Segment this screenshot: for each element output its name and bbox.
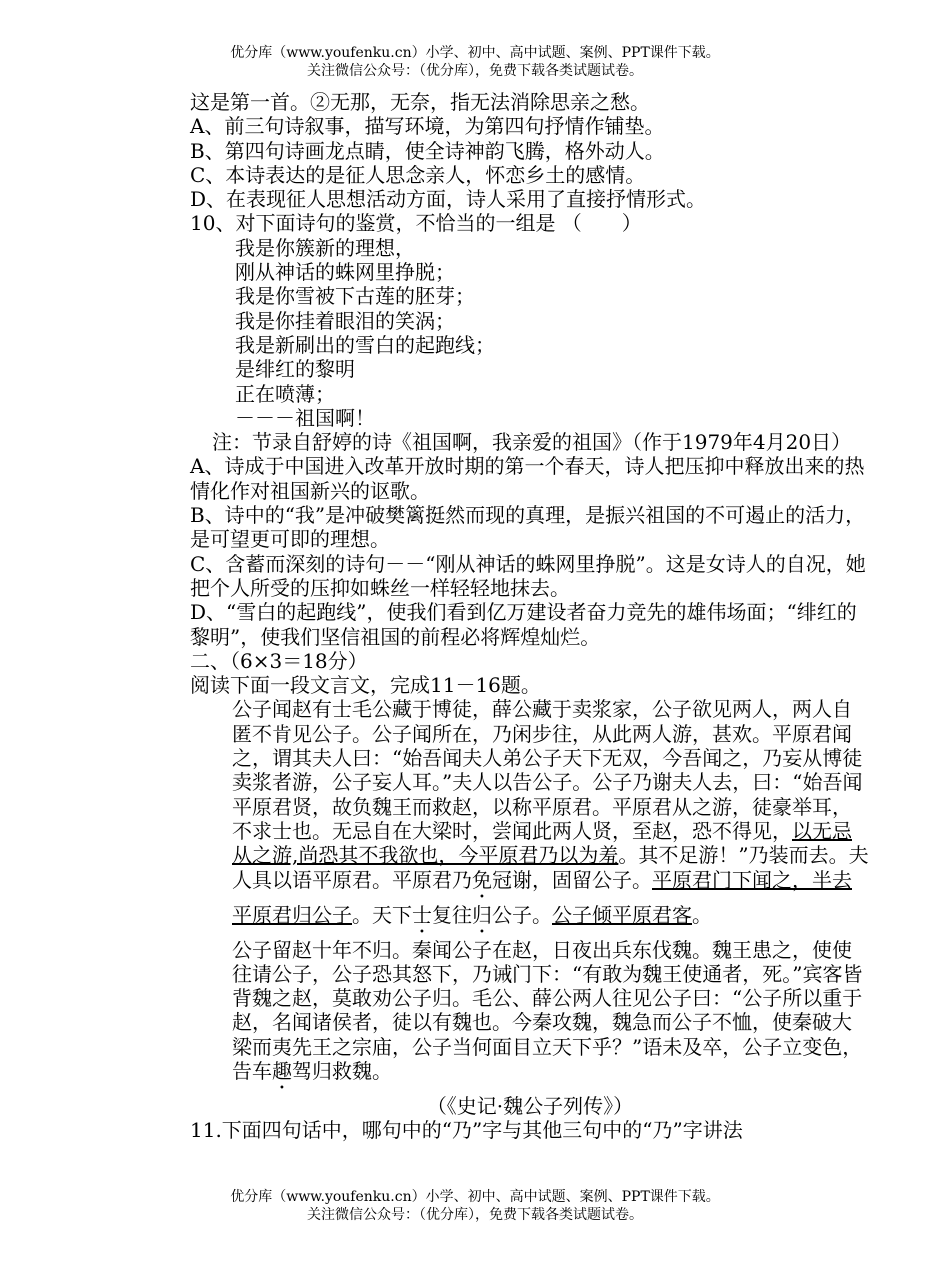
underlined-sentence-2: 平原君门下闻之，半去平原君归公子 [232, 867, 852, 927]
passage-paragraph-1 [190, 697, 870, 937]
passage-text: 。其不足游！”乃装而去。夫人具以语平原君。平原君乃 [232, 843, 869, 892]
poem-line: 刚从神话的蛛网里挣脱； [235, 260, 455, 285]
passage-text: 复往 [432, 902, 472, 927]
q9-option-d: D、在表现征人思想活动方面，诗人采用了直接抒情形式。 [190, 187, 707, 212]
q9-note: 这是第一首。②无那，无奈，指无法消除思亲之愁。 [190, 90, 650, 114]
emphasized-char-mian: 免 [472, 867, 492, 892]
emphasized-char-gui: 归 [472, 902, 492, 927]
footer-line-1: 优分库（www.youfenku.cn）小学、初中、高中试题、案例、PPT课件下载。 [230, 1189, 720, 1205]
page-header [0, 44, 950, 80]
poem-line: 我是你簇新的理想， [235, 235, 415, 260]
q9-option-c: C、本诗表达的是征人思念亲人，怀恋乡土的感情。 [190, 162, 646, 187]
footer-line-2: 关注微信公众号：（优分库），免费下载各类试题试卷。 [307, 1207, 643, 1223]
q10-option-a: A、诗成于中国进入改革开放时期的第一个春天，诗人把压抑中释放出来的热情化作对祖国新兴的讴歌。 [190, 454, 865, 503]
passage-text: 冠谢，固留公子。 [492, 867, 652, 892]
emphasized-char-shi: 士 [412, 902, 432, 927]
exam-content [190, 90, 870, 1143]
header-line-2: 关注微信公众号：（优分库），免费下载各类试题试卷。 [307, 63, 643, 79]
passage-text: 。 [692, 902, 712, 927]
passage-text: 公子。 [492, 902, 552, 927]
passage-text: 驾归救魏。 [292, 1058, 392, 1083]
q10-note: 注：节录自舒婷的诗《祖国啊，我亲爱的祖国》（作于1979年4月20日） [212, 430, 852, 455]
poem-line: －－－祖国啊！ [235, 405, 375, 430]
passage-source: （《史记·魏公子列传》） [426, 1093, 634, 1118]
q10-option-c: C、含蓄而深刻的诗句－－“刚从神话的蛛网里挣脱”。这是女诗人的自况，她把个人所受的压抑如蛛丝一样轻轻地抹去。 [190, 551, 866, 600]
poem-line: 我是你雪被下古莲的胚芽； [235, 284, 475, 309]
passage-text: 。天下 [352, 902, 412, 927]
passage-text: 公子留赵十年不归。秦闻公子在赵，日夜出兵东伐魏。魏王患之，使使往请公子，公子恐其怒下，乃诫门下：“有敢为魏王使通者，死。”宾客皆背魏之赵，莫敢劝公子归。毛公、薛公两人往见公子曰：“公子所以重于赵，名闻诸侯者，徒以有魏也。今秦攻魏，魏急而公子不恤，使秦破大梁而夷先王之宗庙，公子当何面目立天下乎？”语未及卒，公子立变色，告车 [232, 937, 863, 1083]
q9-option-a: A、前三句诗叙事，描写环境，为第四句抒情作铺垫。 [190, 114, 665, 139]
underlined-sentence-3: 公子倾平原君客 [552, 902, 692, 927]
q10-option-b: B、诗中的“我”是冲破樊篱挺然而现的真理，是振兴祖国的不可遏止的活力，是可望更可即的理想。 [190, 503, 866, 552]
q9-option-b: B、第四句诗画龙点睛，使全诗神韵飞腾，格外动人。 [190, 138, 665, 163]
emphasized-char-qu: 趣 [272, 1058, 292, 1083]
poem-line: 正在喷薄； [235, 381, 335, 406]
page-footer [0, 1188, 950, 1224]
q10-stem: 10、对下面诗句的鉴赏，不恰当的一组是 （ ） [190, 211, 642, 236]
underlined-sentence-1: 以无忌从之游,尚恐其不我欲也，今平原君乃以为羞 [232, 818, 852, 868]
poem-line: 我是新刷出的雪白的起跑线； [235, 332, 495, 357]
q11-stem: 11.下面四句话中，哪句中的“乃”字与其他三句中的“乃”字讲法 [190, 1118, 743, 1143]
passage-paragraph-2 [190, 938, 870, 1094]
q10-option-d: D、“雪白的起跑线”，使我们看到亿万建设者奋力竞先的雄伟场面；“绯红的黎明”，使我们坚信祖国的前程必将辉煌灿烂。 [190, 600, 857, 649]
section-2-instruction: 阅读下面一段文言文，完成11－16题。 [190, 673, 541, 698]
poem-line: 我是你挂着眼泪的笑涡； [235, 308, 455, 333]
section-2-heading: 二、（6×3＝18分） [190, 648, 368, 673]
passage-text: 公子闻赵有士毛公藏于博徒，薛公藏于卖浆家，公子欲见两人，两人自匿不肯见公子。公子闻所在，乃闲步往，从此两人游，甚欢。平原君闻之，谓其夫人曰：“始吾闻夫人弟公子天下无双，今吾闻之，乃妄从博徒卖浆者游，公子妄人耳。”夫人以告公子。公子乃谢夫人去，曰：“始吾闻平原君贤，故负魏王而救赵，以称平原君。平原君从之游，徒豪举耳，不求士也。无忌自在大梁时，尝闻此两人贤，至赵，恐不得见， [232, 697, 863, 843]
header-line-1: 优分库（www.youfenku.cn）小学、初中、高中试题、案例、PPT课件下载。 [230, 45, 720, 61]
poem-line: 是绯红的黎明 [235, 357, 355, 382]
